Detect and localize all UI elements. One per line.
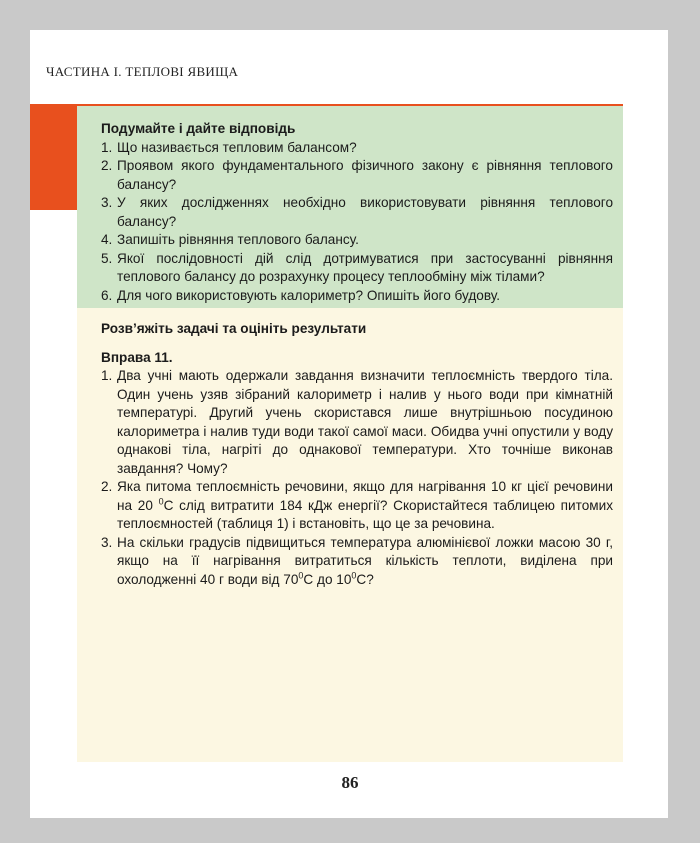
exercise-title: Вправа 11. bbox=[101, 349, 173, 365]
tasks-section bbox=[101, 320, 613, 589]
chapter-header: ЧАСТИНА I. ТЕПЛОВІ ЯВИЩА bbox=[46, 64, 239, 79]
question-item: 6. Для чого використовують калориметр? Опишіть його будову. bbox=[101, 287, 501, 303]
task-item: 1. Два учні мають одержали завдання визначити теплоємність твердого тіла. Один учень узяв зібраний калориметр і налив у нього води при кімнатній температурі. Другий учень скористався лише внутрішньою посудиною калориметра і налив туди води такої самої маси. Обидва учні опустили у воду однакові тіла, нагріті до однакової температури. Хто точніше виконав завдання? Чому? bbox=[101, 368, 613, 476]
question-item: 5. Якої послідовності дій слід дотримуватися при застосуванні рівняння теплового балансу до розрахунку процесу теплообміну між тілами? bbox=[101, 250, 613, 284]
question-item: 4. Запишіть рівняння теплового балансу. bbox=[101, 232, 359, 247]
questions-section bbox=[101, 120, 613, 305]
tasks-heading: Розв’яжіть задачі та оцініть результати bbox=[101, 321, 367, 336]
question-item: 2. Проявом якого фундаментального фізичного закону є рівняння теплового балансу? bbox=[101, 158, 613, 192]
question-item: 1. Що називається тепловим балансом? bbox=[101, 139, 357, 155]
questions-heading: Подумайте і дайте відповідь bbox=[101, 121, 296, 136]
task-item: 2. Яка питома теплоємність речовини, якщо для нагрівання 10 кг цієї речовини на 20 $^0$С слід витратити 184 кДж енергії? Скористайтеся таблицею питомих теплоємностей (таблиця 1) і встановіть, що це за речовина. bbox=[101, 479, 613, 531]
section-marker bbox=[30, 106, 77, 210]
question-item: 3. У яких дослідженнях необхідно використовувати рівняння теплового балансу? bbox=[101, 195, 613, 229]
page-number: 86 bbox=[341, 773, 359, 792]
task-item: 3. На скільки градусів підвищиться температура алюмінієвої ложки масою 30 г, якщо на її нагрівання витратиться кількість теплоти, виділена при охолодженні 40 г води від $70^0С$ до $10^0С$? bbox=[101, 534, 613, 587]
